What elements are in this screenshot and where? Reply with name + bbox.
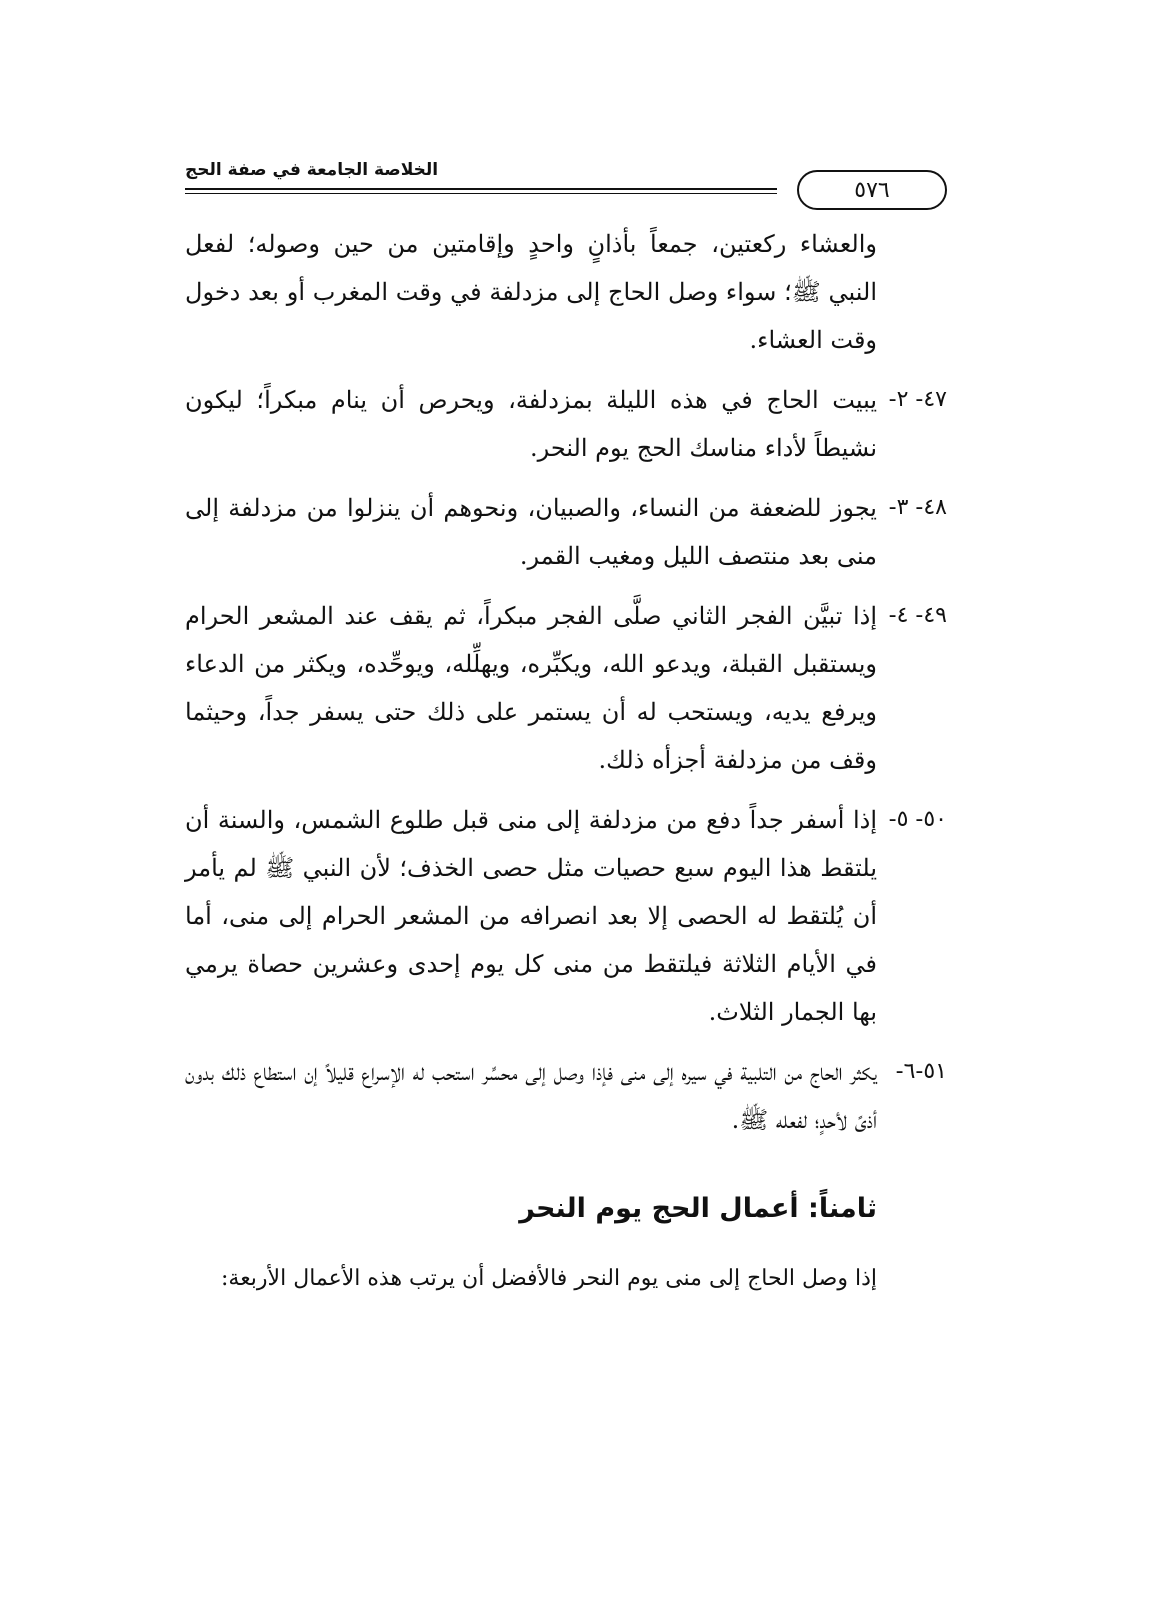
item-number: ٥٠- ٥- xyxy=(888,807,947,832)
page-number-badge xyxy=(797,170,947,210)
item-text: إذا تبيَّن الفجر الثاني صلَّى الفجر مبكراً، ثم يقف عند المشعر الحرام ويستقبل القبلة، ويدعو الله، ويكبِّره، ويهلِّله، ويوحِّده، ويكثر من الدعاء ويرفع يديه، ويستحب له أن يستمر على ذلك حتى يسفر جداً، وحيثما وقف من مزدلفة أجزأه ذلك. xyxy=(185,602,877,774)
page-header xyxy=(185,150,947,210)
item-number: ٤٨- ٣- xyxy=(888,495,947,520)
running-title: الخلاصة الجامعة في صفة الحج xyxy=(185,160,439,180)
item-number: ٥١-٦- xyxy=(895,1059,947,1084)
page-number: ٥٧٦ xyxy=(854,177,890,203)
list-item xyxy=(185,592,947,784)
list-item xyxy=(185,484,947,580)
item-text: يكثر الحاج من التلبية في سيره إلى منى فإذا وصل إلى محسِّر استحب له الإسراع قليلاً إن استطاع ذلك بدون أذىً لأحدٍ؛ لفعله ﷺ. xyxy=(185,1058,877,1134)
item-text: إذا أسفر جداً دفع من مزدلفة إلى منى قبل طلوع الشمس، والسنة أن يلتقط هذا اليوم سبع حصيات مثل حصى الخذف؛ لأن النبي ﷺ لم يأمر أن يُلتقط له الحصى إلا بعد انصرافه من المشعر الحرام إلى منى، أما في الأيام الثلاثة فيلتقط من منى كل يوم إحدى وعشرين حصاة يرمي بها الجمار الثلاث. xyxy=(185,806,877,1026)
header-rule xyxy=(185,188,777,190)
item-text: يجوز للضعفة من النساء، والصبيان، ونحوهم أن ينزلوا من مزدلفة إلى منى بعد منتصف الليل ومغيب القمر. xyxy=(185,494,877,570)
list-item xyxy=(185,1048,947,1144)
header-rule-thin xyxy=(185,193,777,194)
page-body xyxy=(185,220,947,1324)
list-item xyxy=(185,796,947,1036)
list-item xyxy=(185,376,947,472)
section-heading: ثامناً: أعمال الحج يوم النحر xyxy=(519,1193,877,1224)
item-number: ٤٩- ٤- xyxy=(888,603,947,628)
item-text: يبيت الحاج في هذه الليلة بمزدلفة، ويحرص أن ينام مبكراً؛ ليكون نشيطاً لأداء مناسك الحج يوم النحر. xyxy=(185,386,877,462)
opening-paragraph: والعشاء ركعتين، جمعاً بأذانٍ واحدٍ وإقامتين من حين وصوله؛ لفعل النبي ﷺ؛ سواء وصل الحاج إلى مزدلفة في وقت المغرب أو بعد دخول وقت العشاء. xyxy=(185,230,877,354)
item-number: ٤٧- ٢- xyxy=(888,387,947,412)
section-intro: إذا وصل الحاج إلى منى يوم النحر فالأفضل أن يرتب هذه الأعمال الأربعة: xyxy=(220,1266,877,1291)
